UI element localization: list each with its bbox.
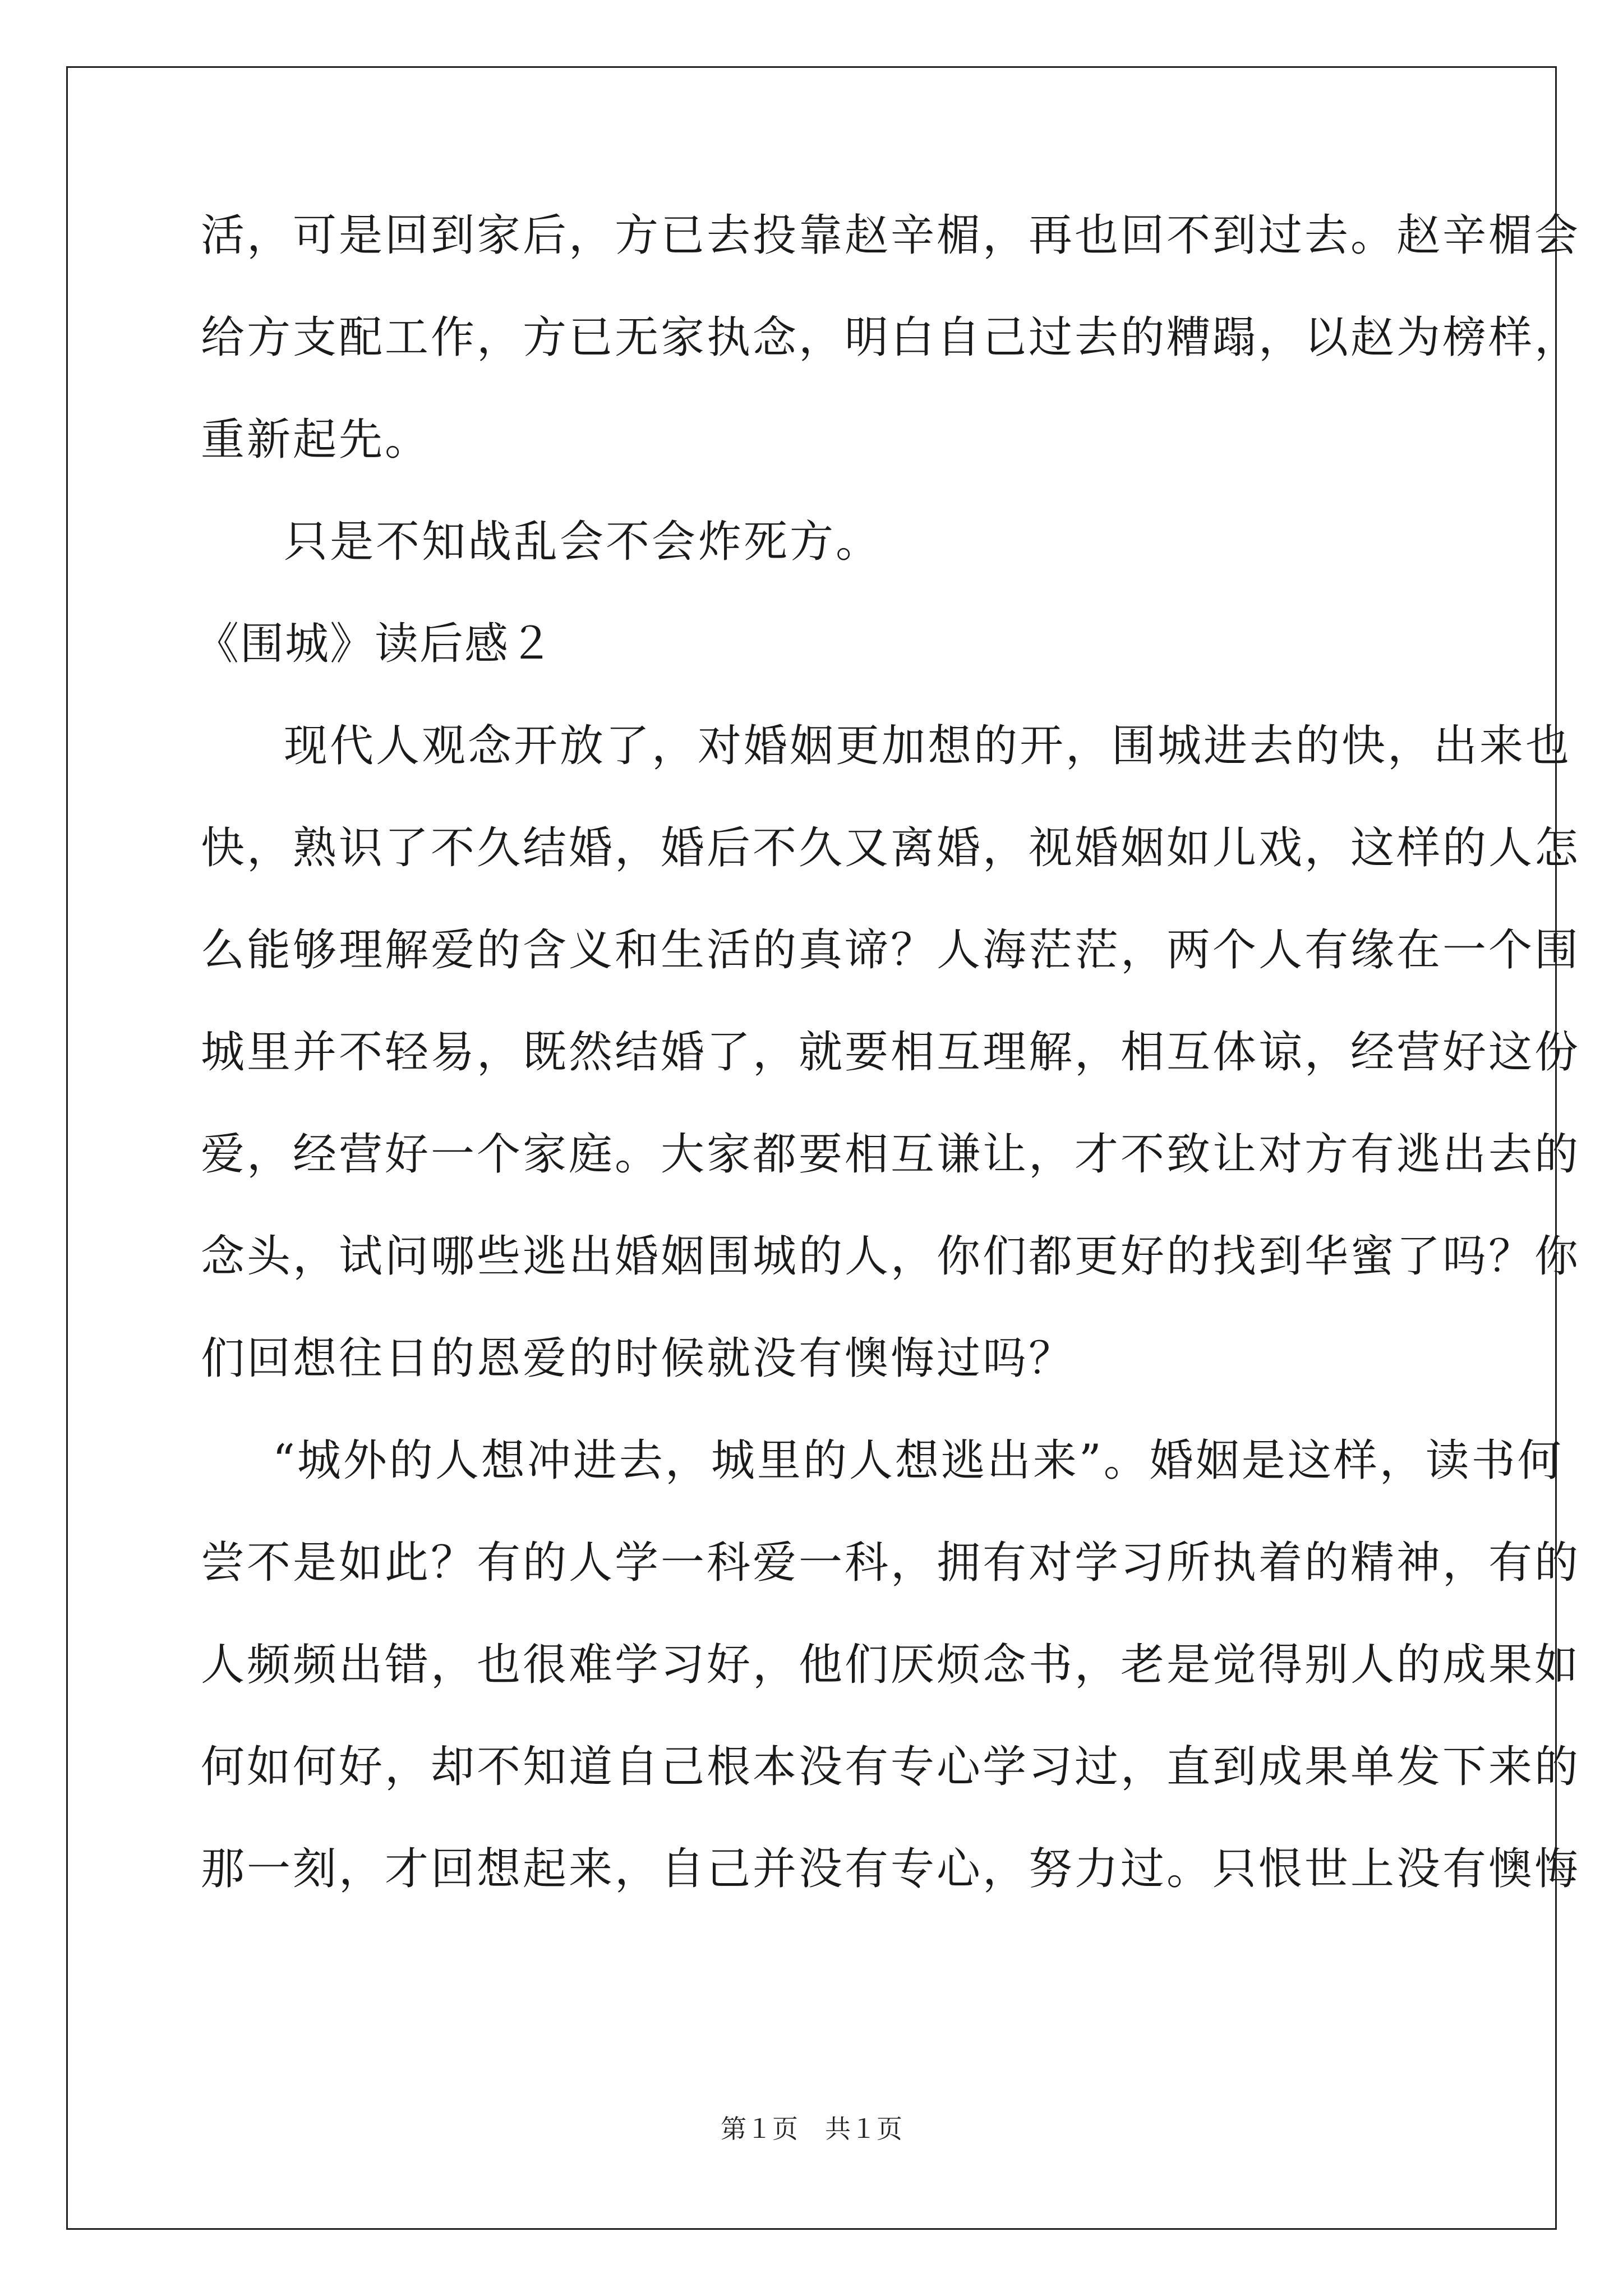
text-line: 只是不知战乱会不会炸死方。 [284,517,882,567]
text-line: 人频频出错，也很难学习好，他们厌烦念书，老是觉得别人的成果如 [201,1640,1581,1690]
text-line: 那一刻，才回想起来，自己并没有专心，努力过。只恨世上没有懊悔 [201,1844,1581,1894]
text-line: “城外的人想冲进去，城里的人想逃出来”。婚姻是这样，读书何 [273,1435,1564,1486]
text-line: 现代人观念开放了，对婚姻更加想的开，围城进去的快，出来也 [284,721,1572,771]
page-footer [0,2112,1623,2146]
page-number-current: 第１页 [721,2114,798,2144]
text-line: 尝不是如此？有的人学一科爱一科，拥有对学习所执着的精神，有的 [201,1538,1581,1588]
text-line: 爱，经营好一个家庭。大家都要相互谦让，才不致让对方有逃出去的 [201,1129,1581,1180]
text-line: 重新起先。 [201,415,431,465]
text-line: 城里并不轻易，既然结婚了，就要相互理解，相互体谅，经营好这份 [201,1027,1581,1078]
page-number-total: 共１页 [825,2114,902,2144]
text-line: 快，熟识了不久结婚，婚后不久又离婚，视婚姻如儿戏，这样的人怎 [201,823,1581,873]
document-body [195,208,1581,1943]
section-heading: 《围城》读后感２ [195,619,555,669]
text-line: 们回想往日的恩爱的时候就没有懊悔过吗？ [201,1333,1075,1384]
text-line: 么能够理解爱的含义和生活的真谛？人海茫茫，两个人有缘在一个围 [201,925,1581,976]
text-line: 给方支配工作，方已无家执念，明白自己过去的糟蹋，以赵为榜样， [201,312,1581,363]
text-line: 活，可是回到家后，方已去投靠赵辛楣，再也回不到过去。赵辛楣会 [201,210,1581,261]
text-line: 念头，试问哪些逃出婚姻围城的人，你们都更好的找到华蜜了吗？你 [201,1231,1581,1282]
text-line: 何如何好，却不知道自己根本没有专心学习过，直到成果单发下来的 [201,1742,1581,1792]
